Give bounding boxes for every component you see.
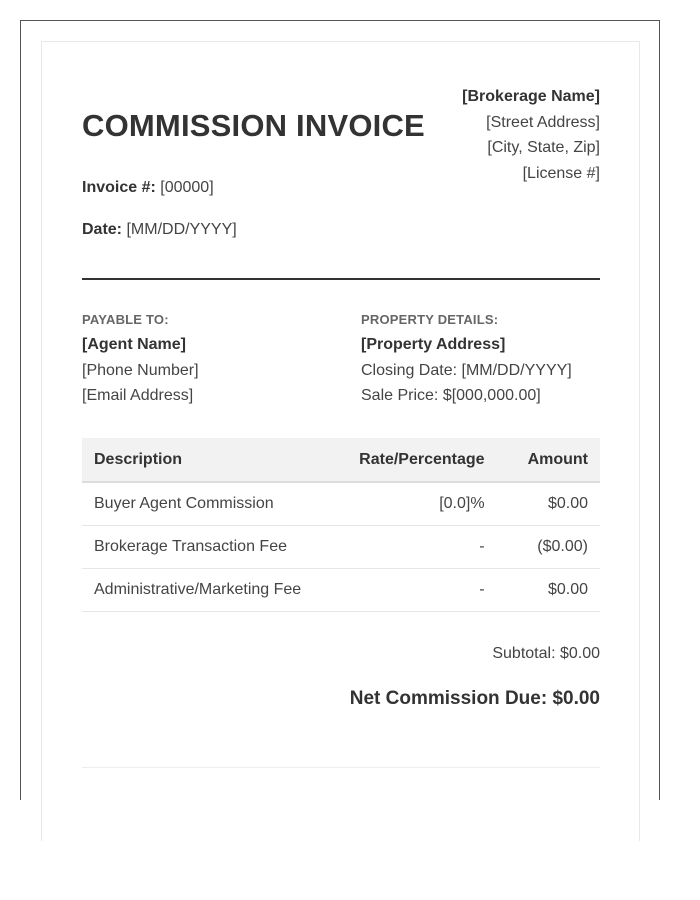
invoice-number-value: [00000] [160,179,214,196]
brokerage-street: [Street Address] [486,113,600,131]
property-details-section [361,311,572,409]
row-description: Buyer Agent Commission [82,482,347,526]
invoice-number-label: Invoice #: [82,179,156,196]
property-address: [Property Address] [361,336,506,353]
row-rate: - [347,526,496,569]
brokerage-license: [License #] [522,164,600,182]
table-row [82,482,600,526]
row-amount: $0.00 [497,569,600,612]
net-commission-due: Net Commission Due: $0.00 [349,688,600,709]
invoice-number [82,179,214,197]
payable-to-section [82,311,199,409]
invoice-title: COMMISSION INVOICE [82,108,425,143]
invoice-date-label: Date: [82,221,123,238]
agent-phone: [Phone Number] [82,361,199,379]
agent-name: [Agent Name] [82,336,187,353]
footer-divider [82,767,600,768]
sale-price: Sale Price: $[000,000.00] [361,387,541,404]
closing-date: Closing Date: [MM/DD/YYYY] [361,361,572,379]
table-row [82,526,600,569]
row-amount: ($0.00) [497,526,600,569]
commission-table [82,438,600,612]
row-description: Administrative/Marketing Fee [82,569,347,612]
row-description: Brokerage Transaction Fee [82,526,347,569]
brokerage-info [462,84,600,186]
column-header-amount: Amount [497,438,600,482]
invoice-date-value: [MM/DD/YYYY] [126,221,237,238]
table-row [82,569,600,612]
invoice-date [82,221,237,239]
property-details-heading: PROPERTY DETAILS: [361,312,499,327]
agent-email: [Email Address] [82,387,194,404]
payable-to-heading: PAYABLE TO: [82,312,169,327]
row-rate: [0.0]% [347,482,496,526]
column-header-description: Description [82,438,347,482]
row-rate: - [347,569,496,612]
brokerage-city-state-zip: [City, State, Zip] [487,139,600,156]
brokerage-name: [Brokerage Name] [462,88,600,105]
header-divider [82,278,600,280]
row-amount: $0.00 [497,482,600,526]
subtotal: Subtotal: $0.00 [492,645,600,662]
column-header-rate: Rate/Percentage [347,438,496,482]
table-header-row [82,438,600,482]
